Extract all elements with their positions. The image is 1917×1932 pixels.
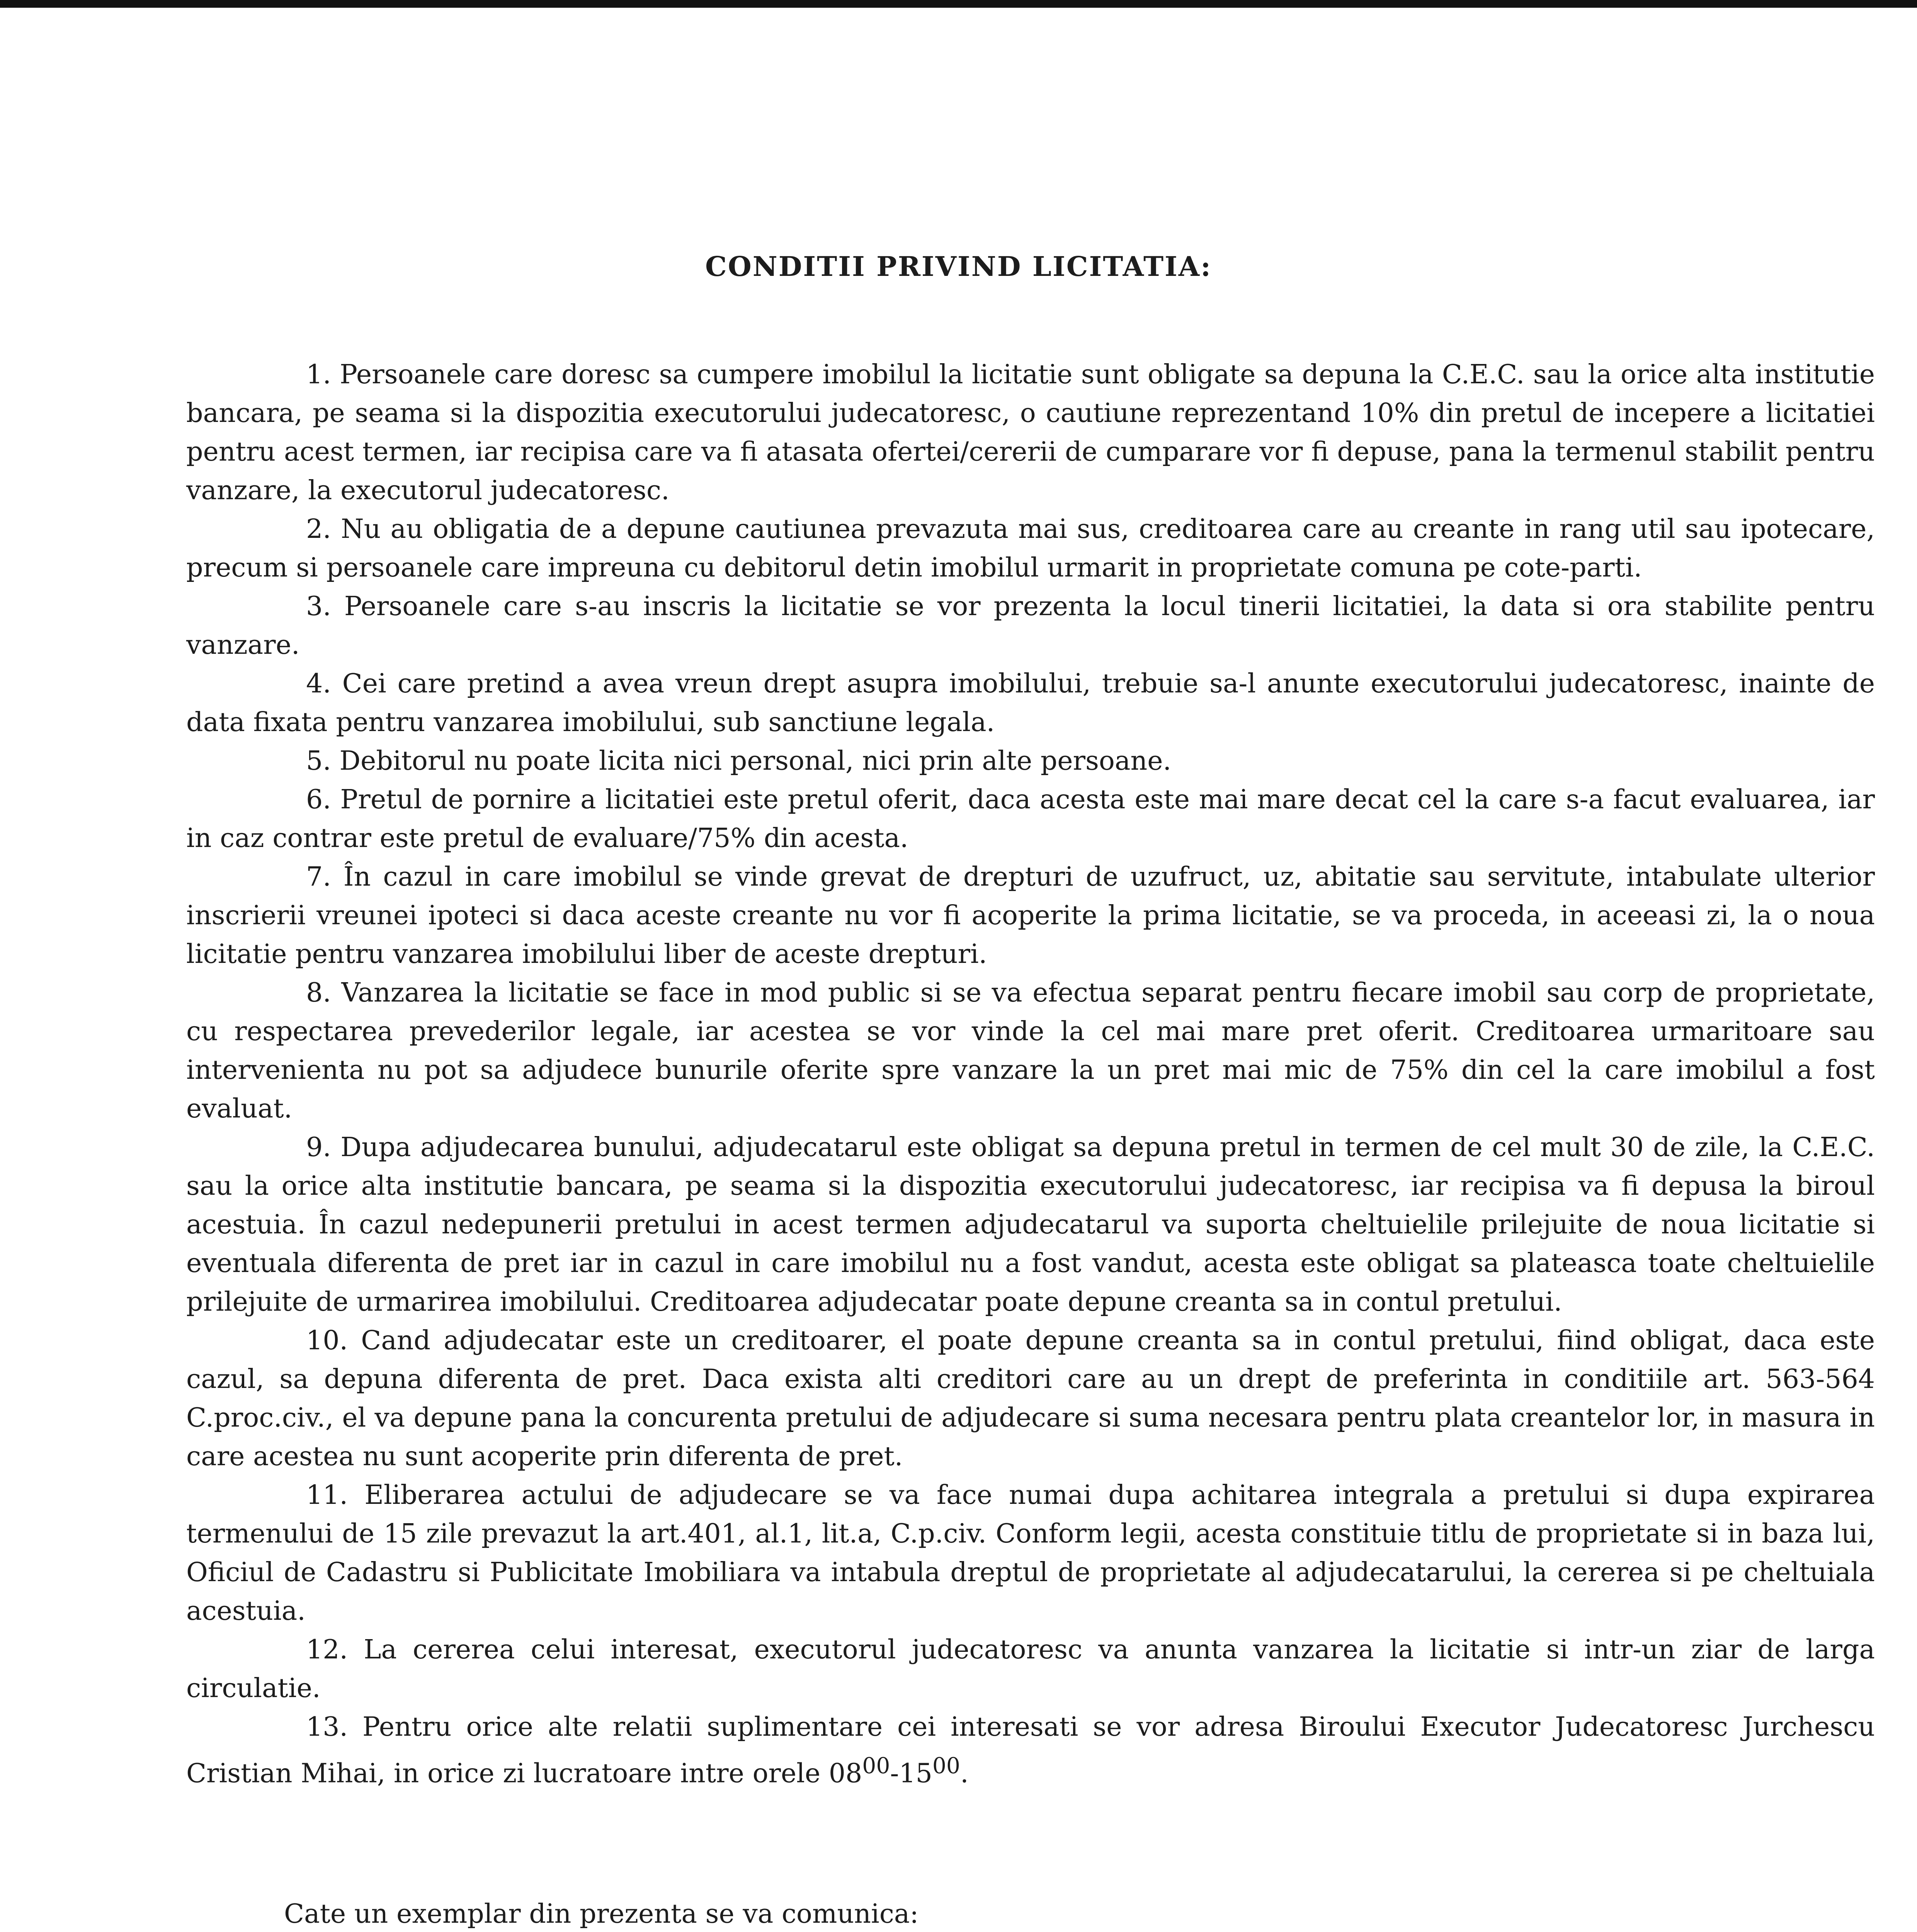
condition-6: 6. Pretul de pornire a licitatiei este pretul oferit, daca acesta este mai mare decat cel la care s-a facut evaluarea, iar in caz contrar este pretul de evaluare/75% din acesta.	[186, 784, 1875, 854]
condition-13-text: 13. Pentru orice alte relatii suplimentare cei interesati se vor adresa Biroului Executor Judecatoresc Jurchescu Cristian Mihai, in orice zi lucratoare intre orele 08	[186, 1712, 1875, 1789]
condition-13-end: .	[960, 1758, 969, 1789]
recipients-section	[284, 1895, 1830, 1932]
condition-11: 11. Eliberarea actului de adjudecare se va face numai dupa achitarea integrala a pretului si dupa expirarea termenului de 15 zile prevazut la art.401, al.1, lit.a, C.p.civ. Conform legii, acesta constituie titlu de proprietate si in baza lui, Oficiul de Cadastru si Publicitate Imobiliara va intabula dreptul de proprietate al adjudecatarului, la cererea si pe cheltuiala acestuia.	[186, 1480, 1875, 1626]
document-title: CONDITII PRIVIND LICITATIA:	[705, 250, 1212, 282]
condition-13	[186, 1708, 1875, 1793]
condition-9: 9. Dupa adjudecarea bunului, adjudecatarul este obligat sa depuna pretul in termen de cel mult 30 de zile, la C.E.C. sau la orice alta institutie bancara, pe seama si la dispozitia executorului judecatoresc, iar recipisa va fi depusa la biroul acestuia. În cazul nedepunerii pretului in acest termen adjudecatarul va suporta cheltuielile prilejuite de noua licitatie si eventuala diferenta de pret iar in cazul in care imobilul nu a fost vandut, acesta este obligat sa plateasca toate cheltuielile prilejuite de urmarirea imobilului. Creditoarea adjudecatar poate depune creanta sa in contul pretului.	[186, 1132, 1875, 1317]
condition-8: 8. Vanzarea la licitatie se face in mod public si se va efectua separat pentru fiecare imobil sau corp de proprietate, cu respectarea prevederilor legale, iar acestea se vor vinde la cel mai mare pret oferit. Creditoarea urmaritoare sau intervenienta nu pot sa adjudece bunurile oferite spre vanzare la un pret mai mic de 75% din cel la care imobilul a fost evaluat.	[186, 978, 1875, 1124]
condition-5: 5. Debitorul nu poate licita nici personal, nici prin alte persoane.	[306, 746, 1172, 776]
condition-4: 4. Cei care pretind a avea vreun drept asupra imobilului, trebuie sa-l anunte executorului judecatoresc, inainte de data fixata pentru vanzarea imobilului, sub sanctiune legala.	[186, 668, 1875, 738]
hour-range-dash: -15	[890, 1758, 932, 1789]
conditions-section	[186, 355, 1875, 1793]
condition-2: 2. Nu au obligatia de a depune cautiunea prevazuta mai sus, creditoarea care au creante in rang util sau ipotecare, precum si persoanele care impreuna cu debitorul detin imobilul urmarit in proprietate comuna pe cote-parti.	[186, 514, 1875, 583]
condition-12: 12. La cererea celui interesat, executorul judecatoresc va anunta vanzarea la licitatie si intr-un ziar de larga circulatie.	[186, 1634, 1875, 1704]
recipients-intro: Cate un exemplar din prezenta se va comunica:	[284, 1899, 919, 1929]
condition-10: 10. Cand adjudecatar este un creditoarer, el poate depune creanta sa in contul pretului, fiind obligat, daca este cazul, sa depuna diferenta de pret. Daca exista alti creditori care au un drept de preferinta in conditiile art. 563-564 C.proc.civ., el va depune pana la concurenta pretului de adjudecare si suma necesara pentru plata creantelor lor, in masura in care acestea nu sunt acoperite prin diferenta de pret.	[186, 1325, 1875, 1472]
condition-7: 7. În cazul in care imobilul se vinde grevat de drepturi de uzufruct, uz, abitatie sau servitute, intabulate ulterior inscrierii vreunei ipoteci si daca aceste creante nu vor fi acoperite la prima licitatie, se va proceda, in aceeasi zi, la o noua licitatie pentru vanzarea imobilului liber de aceste drepturi.	[186, 862, 1875, 969]
condition-1: 1. Persoanele care doresc sa cumpere imobilul la licitatie sunt obligate sa depuna la C.E.C. sau la orice alta institutie bancara, pe seama si la dispozitia executorului judecatoresc, o cautiune reprezentand 10% din pretul de incepere a licitatiei pentru acest termen, iar recipisa care va fi atasata ofertei/cererii de cumparare vor fi depuse, pana la termenul stabilit pentru vanzare, la executorul judecatoresc.	[186, 359, 1875, 506]
scan-top-edge	[0, 0, 1917, 8]
hour-end-minutes: 00	[932, 1753, 960, 1779]
hour-start-minutes: 00	[862, 1753, 890, 1779]
condition-3: 3. Persoanele care s-au inscris la licitatie se vor prezenta la locul tinerii licitatiei, la data si ora stabilite pentru vanzare.	[186, 591, 1875, 660]
